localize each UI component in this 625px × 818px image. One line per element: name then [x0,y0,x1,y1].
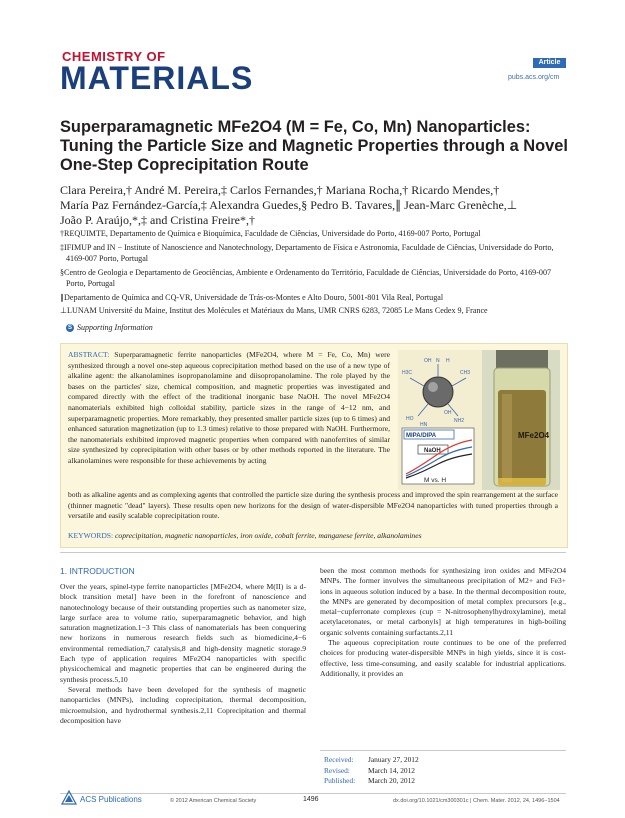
publisher-name[interactable]: ACS Publications [80,795,142,804]
supporting-info-icon: S [67,325,72,332]
affiliations [60,228,570,319]
author[interactable]: Carlos Fernandes,† [229,183,323,197]
legend-entry: NaOH [424,448,441,454]
affiliation: †REQUIMTE, Departamento de Química e Bioquímica, Faculdade de Ciências, Universidade do Porto, 4169-007 Porto, Portugal [60,229,481,238]
body-paragraph: Over the years, spinel-type ferrite nanoparticles [MFe2O4, where M(II) is a d-block transition metal] have been in the forefront of nanoscience and nanotechnology because of their outstanding properties such as nanometer size, large surface area to volume ratio, superparamagnetic behavior, and high saturation magnetization.1−3 This class of nanomaterials has been conquering new horizons in numerous research fields such as biomedicine,4−6 environmental remediation,7 catalysis,8 and high-density magnetic storage.9 Each type of application requires MFe2O4 nanoparticles with specific physicochemical and magnetic properties that can be engineered during the synthesis process.5,10 [60,582,306,684]
section-divider [60,552,566,553]
keywords-list: coprecipitation, magnetic nanoparticles, iron oxide, cobalt ferrite, manganese ferrite, alkanolamines [115,531,422,540]
date-label: Published: [324,776,356,785]
acs-logo-icon [60,789,78,807]
publication-dates [324,755,524,787]
abstract-text-narrow [68,350,390,467]
date-value: January 27, 2012 [368,755,419,764]
date-value: March 20, 2012 [368,776,416,785]
author[interactable]: André M. Pereira,‡ [134,183,227,197]
date-label: Revised: [324,765,350,775]
nanoparticle-sphere [423,377,453,407]
magnetization-plot [402,428,474,484]
copyright-notice: © 2012 American Chemical Society [170,798,257,804]
molecule-label: N [436,358,440,364]
date-value: March 14, 2012 [368,765,416,775]
author[interactable]: and Cristina Freire*,† [150,213,255,227]
section-heading: 1. INTRODUCTION [60,566,135,576]
vial-label: MFe2O4 [518,431,550,440]
journal-name-line2: MATERIALS [60,60,254,96]
abstract-text-wide: both as alkaline agents and as complexing agents that controlled the particle size during the synthesis process and improved the spin rearrangement at the surface (thinner magnetic "dead" layers). These results open new horizons for the design of water-dispersible MFe2O4 nanoparticles with tuned properties through a versatile and easily scalable coprecipitation route. [68,490,558,521]
molecule-label: NH2 [454,418,465,424]
footer-divider [60,793,566,794]
journal-site-link[interactable]: pubs.acs.org/cm [508,74,560,81]
author[interactable]: João P. Araújo,*,‡ [60,213,147,227]
molecule-label: H [446,358,450,364]
dates-divider [320,750,566,751]
molecule-label: CH3 [460,370,471,376]
author[interactable]: Jean-Marc Grenèche,⊥ [404,198,518,212]
author[interactable]: María Paz Fernández-García,‡ [60,198,207,212]
author[interactable]: Mariana Rocha,† [325,183,409,197]
supporting-information-link[interactable] [66,323,153,332]
abstract-body: Superparamagnetic ferrite nanoparticles (MFe2O4, where M = Fe, Co, Mn) were synthesized through a novel one-step aqueous coprecipitation method based on the use of a new type of alkaline agent: the alkanolamines isopropanolamine and diisopropanolamine. The role played by the bases on the particles' size, chemical composition, and magnetic properties was investigated and compared directly with the effect of the traditional inorganic base NaOH. The novel MFe2O4 nanomaterials exhibited high colloidal stability, particle sizes in the range of 4−12 nm, and superparamagnetic properties. More remarkably, they presented smaller particle sizes (up to 6 times) and enhanced saturation magnetization (up to 1.3 times) relative to those prepared with NaOH. Furthermore, the nanomaterials exhibited improved magnetic properties when compared with nanoferrites of similar size synthesized by coprecipitation with other bases or by other methods reported in the literature. The alkanolamines were responsible for these achievements by acting [68,350,390,465]
journal-name-line1: CHEMISTRY OF [62,49,166,64]
article-type-badge: Article [533,58,566,68]
affiliation: ⊥LUNAM Université du Maine, Institut des Molécules et Matériaux du Mans, UMR CNRS 6283, 72085 Le Mans Cedex 9, France [60,306,488,315]
keywords [68,531,558,542]
keywords-label: KEYWORDS: [68,531,114,540]
molecule-label: H3C [402,370,413,376]
legend-entry: MIPA/DIPA [406,433,437,439]
molecule-label: HO [406,416,414,422]
plot-label: M vs. H [424,477,447,484]
author[interactable]: Alexandra Guedes,§ [209,198,308,212]
body-paragraph: Several methods have been developed for the synthesis of magnetic nanoparticles (MNPs), including coprecipitation, thermal decomposition, microemulsion, and hydrothermal synthesis.2,11 Coprecipitation and thermal decomposition have [60,684,306,725]
body-left-column [60,566,306,726]
body-paragraph: been the most common methods for synthesizing iron oxides and MFe2O4 MNPs. The former involves the simultaneous precipitation of M2+ and Fe3+ ions in aqueous solution induced by a base. In the thermal decomposition route, the MNPs are generated by decomposition of metal complex precursors [e.g., metal−cupferronate complexes (cup = N-nitrosophenylhydroxylamine), metal acetylacetonates, or metal carbonyls] at high temperatures in high-boiling organic solvents containing surfactants.2,11 [320,566,566,637]
author[interactable]: Pedro B. Tavares,∥ [310,198,402,212]
page-number: 1496 [303,796,319,803]
molecule-label: HN [420,422,428,428]
body-paragraph: The aqueous coprecipitation route continues to be one of the preferred choices for producing water-dispersible MNPs in high yields, since it is cost-effective, less time-consuming, and easily scalable for industrial applications. Additionally, it provides an [320,638,566,678]
toc-graphic [398,350,560,490]
supporting-info-label: Supporting Information [77,323,153,332]
vial-photo [482,350,560,490]
molecule-label: OH [444,410,452,416]
author[interactable]: Ricardo Mendes,† [411,183,500,197]
affiliation: ‡IFIMUP and IN − Institute of Nanoscience and Nanotechnology, Departamento de Física e Astronomia, Faculdade de Ciências, Universidade do Porto, 4169-007 Porto, Portugal [60,242,554,263]
abstract-label: ABSTRACT: [68,350,110,359]
affiliation: ∥Departamento de Química and CQ-VR, Universidade de Trás-os-Montes e Alto Douro, 5001-801 Vila Real, Portugal [60,292,444,302]
date-label: Received: [324,755,354,764]
body-right-column [320,566,566,679]
doi-citation[interactable]: dx.doi.org/10.1021/cm300301c | Chem. Mater. 2012, 24, 1496−1504 [393,798,560,804]
molecule-label: OH [424,358,432,364]
author-list [60,183,560,228]
affiliation: §Centro de Geologia e Departamento de Geociências, Ambiente e Ordenamento do Território, Faculdade de Ciências, Universidade do Porto, 4169-007 Porto, Portugal [60,267,552,288]
author[interactable]: Clara Pereira,† [60,183,132,197]
article-title: Superparamagnetic MFe2O4 (M = Fe, Co, Mn) Nanoparticles: Tuning the Particle Size and Magnetic Properties through a Novel One-Step Coprecipitation Route [60,118,568,174]
